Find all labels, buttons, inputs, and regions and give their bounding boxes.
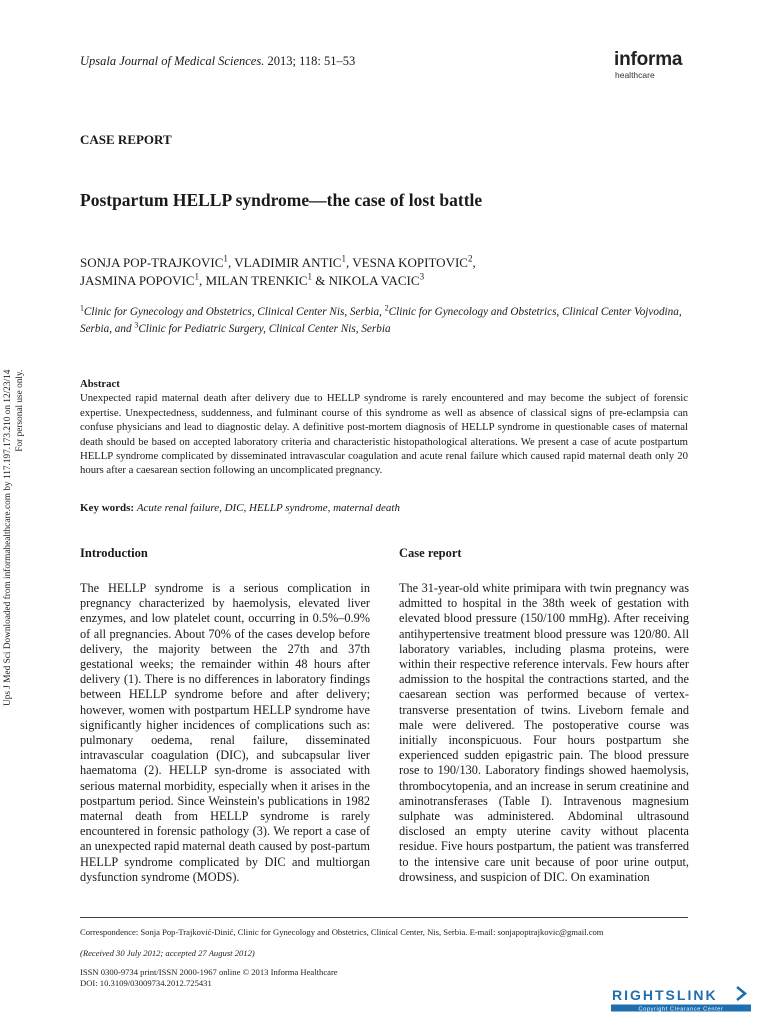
abstract [80, 377, 688, 478]
affiliation: Clinic for Gynecology and Obstetrics, Clinical Center Nis, Serbia, [83, 306, 385, 318]
affiliation: Clinic for Pediatric Surgery, Clinical Center Nis, Serbia [138, 323, 391, 335]
publisher-brand: informa [614, 49, 683, 70]
issn-line: ISSN 0300-9734 print/ISSN 2000-1967 online © 2013 Informa Healthcare [80, 967, 338, 977]
author-name: , MILAN TRENKIC [199, 273, 308, 288]
introduction-section [80, 546, 370, 885]
affil-mark: 1 [80, 303, 84, 313]
introduction-text: The HELLP syndrome is a serious complication in pregnancy characterized by haemolysis, elevated liver enzymes, and low platelet count, occurring in 0.5%–0.9% of all pregnancies. About 70% of the cases develop before delivery, the majority between the 27th and 37th gestational weeks; the remainder within 48 hours after delivery (1). There is no differences in laboratory findings between HELLP syndrome before and after delivery; however, women with postpartum HELLP syndrome have significantly higher incidences of complications such as: pulmonary oedema, renal failure, disseminated intravascular coagulation (DIC), and subcapsular liver haematoma (2). HELLP syn-drome is associated with serious maternal morbidity, especially when it arises in the postpartum period. Since Weinstein's publications in 1982 maternal death from HELLP syndrome is rarely encountered in forensic pathology (3). We report a case of an unexpected rapid maternal death caused by post-partum HELLP syndrome complicated by DIC and multiorgan dysfunction syndrome (MODS). [80, 581, 370, 884]
affil-mark: 3 [134, 320, 139, 330]
author-name: SONJA POP-TRAJKOVIC [80, 255, 224, 270]
publication-info [80, 967, 338, 989]
rightslink-chevron [737, 987, 745, 1000]
author-affil-mark: 3 [419, 271, 425, 282]
affil-mark: 2 [384, 303, 389, 313]
keywords-text: Acute renal failure, DIC, HELLP syndrome, maternal death [136, 502, 400, 514]
personal-use-note: For personal use only. [14, 369, 25, 452]
abstract-text: Unexpected rapid maternal death after delivery due to HELLP syndrome is rarely encountered and may become the subject of forensic expertise. Unexpectedness, suddenness, and fulminant course of this syndrome as well as absence of classical signs of pre-eclampsia can confuse physicians and lead to diagnostic delay. A definitive post-mortem diagnosis of HELLP syndrome in questionable cases of maternal death should be based on accepted laboratory criteria and characteristic histopathological alterations. We present a case of acute postpartum HELLP syndrome complicated by disseminated intravascular coagulation and acute renal failure which caused rapid maternal death only 20 hours after a caesarean section following an uncomplicated pregnancy. [80, 392, 688, 477]
received-dates: (Received 30 July 2012; accepted 27 August 2012) [80, 948, 255, 958]
author-affil-mark: 2 [467, 253, 473, 264]
doi-line: DOI: 10.3109/03009734.2012.725431 [80, 978, 212, 988]
abstract-heading: Abstract [80, 378, 120, 390]
rightslink-tagline: Copyright Clearance Center [638, 1006, 724, 1013]
author-name: , VESNA KOPITOVIC [346, 255, 468, 270]
article-type: CASE REPORT [80, 132, 172, 147]
author-name: & NIKOLA VACIC [312, 273, 420, 288]
author-name: JASMINA POPOVIC [80, 273, 195, 288]
keywords-label: Key words: [80, 502, 135, 514]
keywords [80, 502, 688, 514]
publisher-logo [614, 50, 682, 80]
journal-citation [80, 54, 355, 69]
download-note: Ups J Med Sci Downloaded from informahealthcare.com by 117.197.173.210 on 12/23/14 [3, 369, 13, 706]
author-affil-mark: 1 [341, 253, 346, 264]
article-title: Postpartum HELLP syndrome—the case of lost battle [80, 190, 483, 210]
journal-volume: 2013; 118: 51–53 [264, 54, 356, 68]
rightslink-wordmark: RIGHTSLINK [612, 987, 718, 1003]
author-separator: , [472, 255, 476, 270]
journal-name: Upsala Journal of Medical Sciences. [80, 54, 265, 68]
author-affil-mark: 1 [194, 271, 200, 282]
affiliations [80, 304, 690, 338]
introduction-heading: Introduction [80, 546, 148, 560]
case-report-heading: Case report [399, 546, 462, 560]
case-report-text: The 31-year-old white primipara with twin pregnancy was admitted to hospital in the 38th week of gestation with elevated blood pressure (150/100 mmHg). After receiving antihypertensive treatment blood pressure was 120/80. All laboratory variables, including plasma proteins, were within their respective reference intervals. Few hours after admission to the hospital the contractions started, and the caesarean section was performed because of vertex-transverse presentation of twins. Liveborn female and male were delivered. The postoperative course was initially inconspicuous. Four hours postpartum she experienced sudden epigastric pain. The blood pressure rose to 190/130. Laboratory findings showed haemolysis, thrombocytopenia, and an increase in serum creatinine and aminotransferases (Table I). Intravenous magnesium sulphate was administered. Abdominal ultrasound disclosed an empty uterine cavity without placenta residue. Five hours postpartum, the patient was transferred to the intensive care unit because of poor urine output, drowsiness, and suspicion of DIC. On examination [399, 581, 689, 884]
author-name: , VLADIMIR ANTIC [227, 255, 342, 270]
footnote-divider [80, 917, 688, 918]
author-list [80, 254, 690, 290]
publisher-sub: healthcare [615, 70, 655, 80]
author-affil-mark: 1 [223, 253, 228, 264]
correspondence-note: Correspondence: Sonja Pop-Trajković-Dinić, Clinic for Gynecology and Obstetrics, Clinical Center, Nis, Serbia. E-mail: sonjapoptrajkovic@gmail.com [80, 927, 604, 937]
rightslink-icon [611, 983, 759, 1015]
rightslink-logo [611, 983, 759, 1020]
case-report-section [399, 546, 689, 885]
author-affil-mark: 1 [307, 271, 313, 282]
affiliation: Clinic for Gynecology and Obstetrics, Clinical Center Vojvodina, Serbia, and [80, 306, 682, 335]
